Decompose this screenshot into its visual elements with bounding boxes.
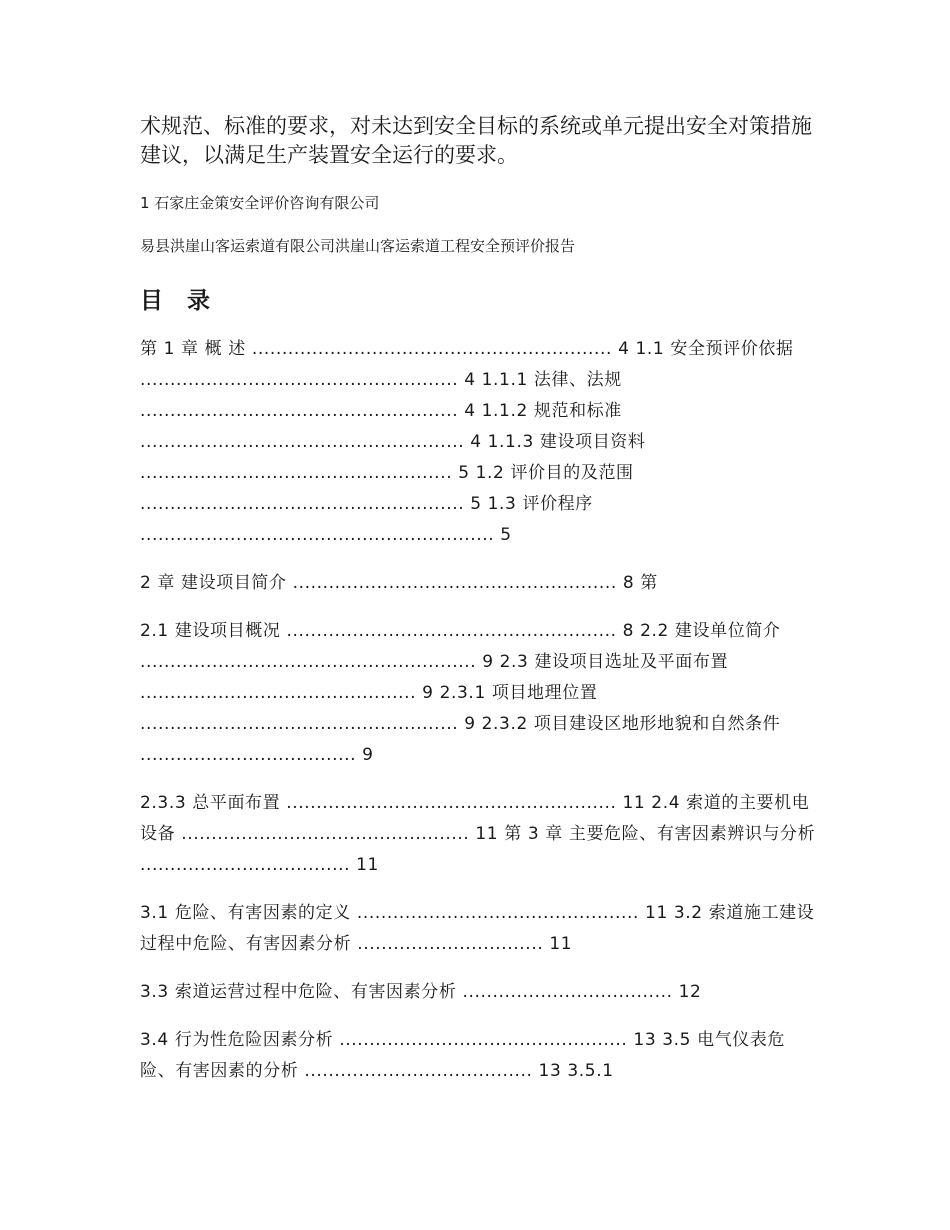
toc-paragraph: 3.4 行为性危险因素分析 ................................................ 13 3.5 电气仪表危险、有害因素的分析 ...................................... 13 3.5.1 (140, 1030, 786, 1081)
toc-heading: 目 录 (140, 288, 219, 314)
toc-paragraph: 2.1 建设项目概况 ....................................................... 8 2.2 建设单位简介 ........................................................ 9 2.3 建设项目选址及平面布置 .............................................. 9 2.3.1 项目地理位置 ..................................................... 9 2.3.2 项目建设区地形地貌和自然条件 .................................... 9 (140, 621, 781, 765)
toc-paragraph: 3.1 危险、有害因素的定义 ............................................... 11 3.2 索道施工建设过程中危险、有害因素分析 ............................... 11 (140, 903, 815, 954)
toc-paragraph: 3.3 索道运营过程中危险、有害因素分析 ................................... 12 (140, 982, 702, 1002)
toc-paragraph: 2 章 建设项目简介 ...................................................... 8 第 (140, 573, 658, 593)
report-title-line: 易县洪崖山客运索道有限公司洪崖山客运索道工程安全预评价报告 (140, 237, 576, 255)
company-line: 1 石家庄金策安全评价咨询有限公司 (140, 194, 380, 212)
table-of-contents (140, 334, 820, 1087)
intro-paragraph: 术规范、标准的要求，对未达到安全目标的系统或单元提出安全对策措施建议，以满足生产装置安全运行的要求。 (140, 114, 812, 167)
document-page (140, 112, 820, 1104)
toc-paragraph: 第 1 章 概 述 ............................................................ 4 1.1 安全预评价依据 ..................................................... 4 1.1.1 法律、法规 ..................................................... 4 1.1.2 规范和标准 ...................................................... 4 1.1.3 建设项目资料 .................................................... 5 1.2 评价目的及范围 ...................................................... 5 1.3 评价程序 ........................................................... 5 (140, 339, 794, 545)
toc-paragraph: 2.3.3 总平面布置 ....................................................... 11 2.4 索道的主要机电设备 ................................................ 11 第 3 章 主要危险、有害因素辨识与分析 ................................... 11 (140, 793, 816, 875)
